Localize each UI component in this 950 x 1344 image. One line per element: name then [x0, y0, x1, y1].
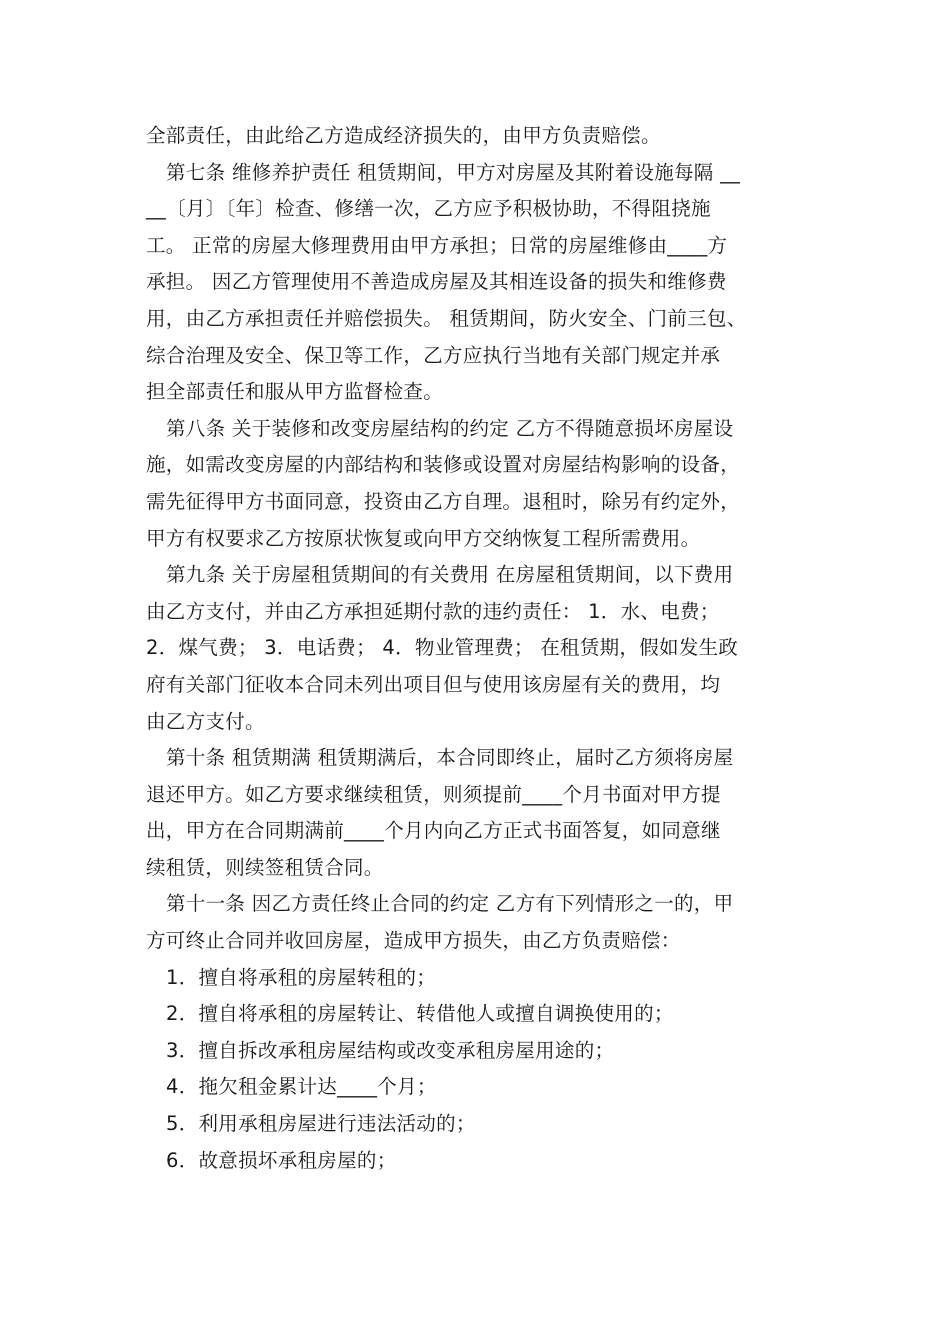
list-item: 3．擅自拆改承租房屋结构或改变承租房屋用途的；: [166, 1038, 615, 1062]
list-item: 6．故意损坏承租房屋的；: [166, 1148, 397, 1172]
paragraph-article-9: 第九条 关于房屋租赁期间的有关费用 在房屋租赁期间，以下费用 由乙方支付，并由乙方承担延期付款的违约责任： 1．水、电费； 2．煤气费； 3．电话费； 4．物业管理费； 在租赁期，假如发生政 府有关部门征收本合同未列出项目但与使用该房屋有关的费用，均 由乙方支付。: [146, 563, 739, 733]
paragraph-article-10: 第十条 租赁期满 租赁期满后，本合同即终止，届时乙方须将房屋 退还甲方。如乙方要求继续租赁，则须提前____个月书面对甲方提 出，甲方在合同期满前____个月内向乙方正式书面答复，如同意继 续租赁，则续签租赁合同。: [146, 746, 734, 879]
list-item: 2．擅自将承租的房屋转让、转借他人或擅自调换使用的；: [166, 1002, 674, 1026]
document-body: [146, 118, 816, 1179]
paragraph-article-7: 第七条 维修养护责任 租赁期间，甲方对房屋及其附着设施每隔 __ __〔月〕〔年〕检查、修缮一次，乙方应予积极协助，不得阻挠施 工。 正常的房屋大修理费用由甲方承担；日常的房屋维修由____方 承担。 因乙方管理使用不善造成房屋及其相连设备的损失和维修费 用，由乙方承担责任并赔偿损失。 租赁期间，防火安全、门前三包、 综合治理及安全、保卫等工作，乙方应执行当地有关部门规定并承 担全部责任和服从甲方监督检查。: [146, 160, 747, 404]
paragraph-continuation: 全部责任，由此给乙方造成经济损失的，由甲方负责赔偿。: [146, 124, 661, 147]
list-item: 4．拖欠租金累计达____个月；: [166, 1075, 437, 1099]
paragraph-article-11: 第十一条 因乙方责任终止合同的约定 乙方有下列情形之一的，甲 方可终止合同并收回房屋，造成甲方损失，由乙方负责赔偿：: [146, 892, 734, 953]
list-item: 1．擅自将承租的房屋转租的；: [166, 965, 437, 989]
list-item: 5．利用承租房屋进行违法活动的；: [166, 1112, 476, 1136]
paragraph-article-8: 第八条 关于装修和改变房屋结构的约定 乙方不得随意损坏房屋设 施，如需改变房屋的内部结构和装修或设置对房屋结构影响的设备， 需先征得甲方书面同意，投资由乙方自理。退租时，除另有约定外， 甲方有权要求乙方按原状恢复或向甲方交纳恢复工程所需费用。: [146, 416, 741, 550]
